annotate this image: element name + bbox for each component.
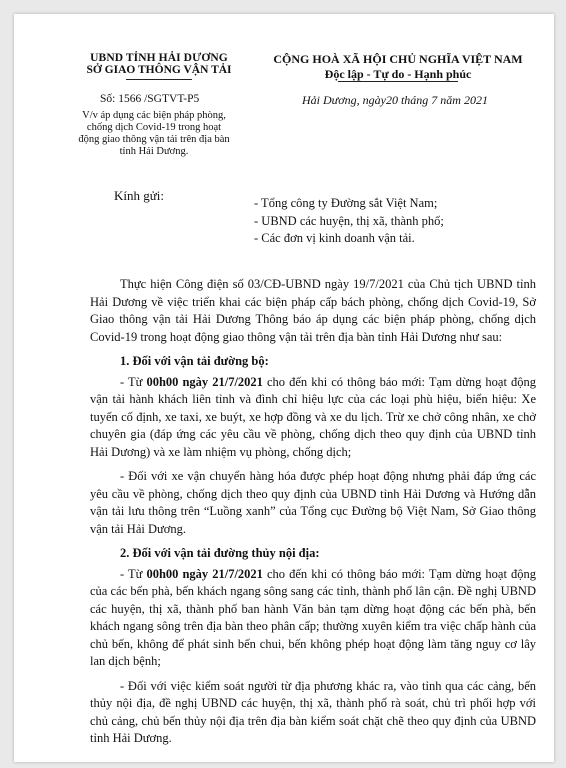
text-span: cho đến khi có thông báo mới: Tạm dừng hoạt động vận tải hành khách liên tỉnh và đình chỉ hiệu lực của các loại phù hiệu, biển hiệu: Xe tuyến cố định, xe taxi, xe buýt, xe hợp đồng và xe du lịch. Trừ xe chở công nhân, xe chở chuyên gia (đáp ứng các yêu cầu về phòng, chống dịch theo quy định của UBND tỉnh Hải Dương) và xe làm nhiệm vụ phòng, chống dịch; xyxy=(90,374,536,459)
nation-title: CỘNG HOÀ XÃ HỘI CHỦ NGHĨA VIỆT NAM xyxy=(273,52,523,66)
text-span: - Từ xyxy=(120,374,147,389)
document-summary xyxy=(54,110,254,158)
effective-time: 00h00 ngày 21/7/2021 xyxy=(146,566,263,581)
agency-underline xyxy=(126,79,192,80)
summary-line: chống dịch Covid-19 trong hoạt xyxy=(86,122,222,133)
section-2-heading: 2. Đối với vận tải đường thủy nội địa: xyxy=(120,546,320,560)
agency-name: SỞ GIAO THÔNG VẬN TẢI xyxy=(86,64,232,76)
recipient-item: - UBND các huyện, thị xã, thành phố; xyxy=(254,213,444,228)
national-title-block xyxy=(258,52,538,82)
issuing-agency-block xyxy=(54,52,264,76)
document-body xyxy=(90,276,536,748)
recipients-list xyxy=(254,195,444,248)
recipient-item: - Tổng công ty Đường sắt Việt Nam; xyxy=(254,196,438,210)
summary-line: V/v áp dụng các biện pháp phòng, xyxy=(82,110,226,121)
effective-time: 00h00 ngày 21/7/2021 xyxy=(146,374,263,389)
recipient-item: - Các đơn vị kinh doanh vận tải. xyxy=(254,231,415,245)
text-span: - Từ xyxy=(120,566,147,581)
agency-parent: UBND TỈNH HẢI DƯƠNG xyxy=(90,52,228,64)
section-1-paragraph-1 xyxy=(90,374,536,462)
intro-paragraph: Thực hiện Công điện số 03/CĐ-UBND ngày 19/7/2021 của Chủ tịch UBND tỉnh Hải Dương về việc triển khai các biện pháp cấp bách phòng, chống dịch Covid-19, Sở Giao thông vận tải Hải Dương Thông báo áp dụng các biện pháp phòng, chống dịch Covid-19 trong hoạt động giao thông vận tải trên địa bàn tỉnh Hải Dương như sau: xyxy=(90,277,536,344)
section-2-paragraph-2: - Đối với việc kiểm soát người từ địa phương khác ra, vào tỉnh qua các cảng, bến thủy nội địa, đề nghị UBND các huyện, thị xã, thành phố rà soát, chủ trì phối hợp với chủ cảng, chủ bến thủy nội địa trên địa bàn kiểm soát chặt chẽ theo quy định của UBND tỉnh Hải Dương. xyxy=(90,678,536,745)
section-1-heading: 1. Đối với vận tải đường bộ: xyxy=(120,354,269,368)
summary-line: động giao thông vận tải trên địa bàn xyxy=(78,134,230,145)
motto-underline xyxy=(338,81,458,82)
recipients-label: Kính gửi: xyxy=(114,188,165,203)
section-1-paragraph-2: - Đối với xe vận chuyển hàng hóa được phép hoạt động nhưng phải đáp ứng các yêu cầu về phòng, chống dịch theo quy định của UBND tỉnh Hải Dương và Hướng dẫn vận tải lưu thông trên “Luồng xanh” của Tổng cục Đường bộ Việt Nam, Sở Giao thông vận tải Hải Dương. xyxy=(90,469,536,536)
document-page xyxy=(14,14,554,762)
summary-line: tỉnh Hải Dương. xyxy=(119,146,189,157)
place-date: Hải Dương, ngày20 tháng 7 năm 2021 xyxy=(302,93,488,107)
motto: Độc lập - Tự do - Hạnh phúc xyxy=(324,67,472,81)
text-span: cho đến khi có thông báo mới: Tạm dừng hoạt động của các bến phà, bến khách ngang sông sang các tỉnh, thành phố lân cận. Đề nghị UBND các huyện, thị xã, thành phố ban hành Văn bản tạm dừng hoạt động các bến phà, bến khách ngang sông trên địa bàn theo phân cấp; thường xuyên kiểm tra việc chấp hành của chủ bến, không để phát sinh bến chui, bến không phép hoạt động làm tăng nguy cơ lây lan dịch bệnh; xyxy=(90,566,536,668)
section-2-paragraph-1 xyxy=(90,566,536,671)
document-number: Số: 1566 /SGTVT-P5 xyxy=(100,93,200,105)
